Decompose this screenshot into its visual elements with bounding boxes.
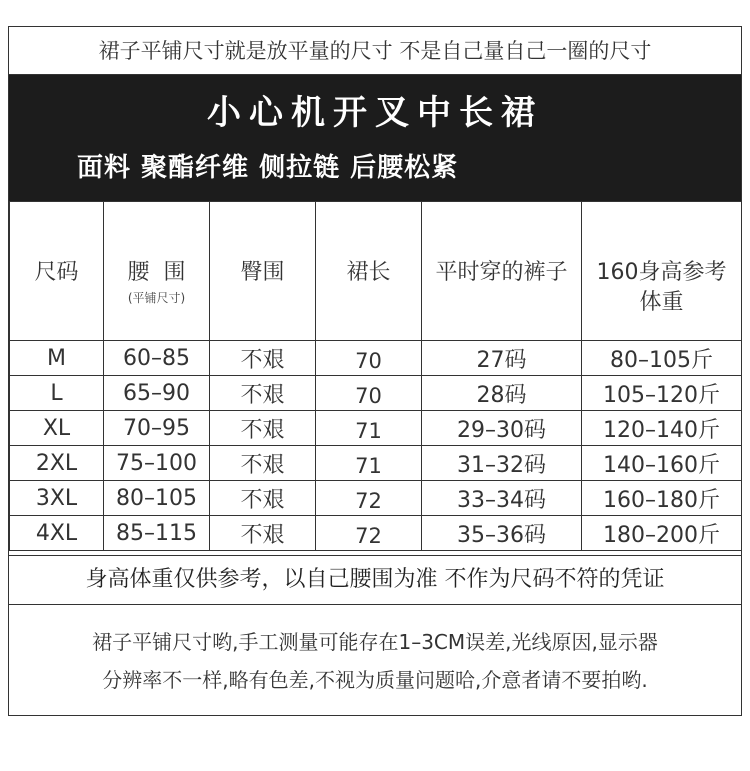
header-length: 裙长 <box>316 202 422 341</box>
cell-length: 72 <box>316 481 422 516</box>
cell-size: XL <box>10 411 104 446</box>
header-weight: 160身高参考体重 <box>582 202 742 341</box>
cell-weight: 80–105斤 <box>582 341 742 376</box>
cell-size: L <box>10 376 104 411</box>
cell-length: 70 <box>316 341 422 376</box>
cell-pants: 29–30码 <box>422 411 582 446</box>
cell-length: 70 <box>316 376 422 411</box>
cell-length: 71 <box>316 411 422 446</box>
cell-hip: 不艰 <box>210 376 316 411</box>
header-banner <box>9 75 741 201</box>
product-title: 小心机开叉中长裙 <box>207 93 543 133</box>
table-row <box>10 411 742 446</box>
cell-size: M <box>10 341 104 376</box>
disclaimer: 身高体重仅供参考，以自己腰围为准 不作为尺码不符的凭证 <box>9 555 741 605</box>
product-specs: 面料 聚酯纤维 侧拉链 后腰松紧 <box>77 153 459 183</box>
header-waist-note: (平铺尺寸) <box>127 291 186 305</box>
header-hip: 臀围 <box>210 202 316 341</box>
notes-line-1: 裙子平铺尺寸哟,手工测量可能存在1–3CM误差,光线原因,显示器 <box>92 630 658 654</box>
cell-pants: 35–36码 <box>422 516 582 551</box>
cell-hip: 不艰 <box>210 411 316 446</box>
notes-block <box>9 623 741 699</box>
cell-waist: 60–85 <box>104 341 210 376</box>
cell-hip: 不艰 <box>210 516 316 551</box>
table-row <box>10 481 742 516</box>
cell-hip: 不艰 <box>210 341 316 376</box>
cell-length: 71 <box>316 446 422 481</box>
header-size: 尺码 <box>10 202 104 341</box>
size-chart-card <box>8 26 742 716</box>
cell-weight: 180–200斤 <box>582 516 742 551</box>
size-table <box>9 201 742 551</box>
table-row <box>10 376 742 411</box>
notes-line-2: 分辨率不一样,略有色差,不视为质量问题哈,介意者请不要拍哟. <box>102 668 648 692</box>
cell-size: 2XL <box>10 446 104 481</box>
cell-length: 72 <box>316 516 422 551</box>
cell-waist: 65–90 <box>104 376 210 411</box>
cell-waist: 70–95 <box>104 411 210 446</box>
cell-hip: 不艰 <box>210 446 316 481</box>
table-row <box>10 341 742 376</box>
cell-weight: 120–140斤 <box>582 411 742 446</box>
table-row <box>10 446 742 481</box>
cell-weight: 140–160斤 <box>582 446 742 481</box>
cell-weight: 105–120斤 <box>582 376 742 411</box>
cell-hip: 不艰 <box>210 481 316 516</box>
cell-pants: 31–32码 <box>422 446 582 481</box>
header-pants: 平时穿的裤子 <box>422 202 582 341</box>
measurement-note: 裙子平铺尺寸就是放平量的尺寸 不是自己量自己一圈的尺寸 <box>9 27 741 75</box>
cell-waist: 75–100 <box>104 446 210 481</box>
table-row <box>10 516 742 551</box>
cell-pants: 28码 <box>422 376 582 411</box>
table-header-row <box>10 202 742 341</box>
cell-size: 3XL <box>10 481 104 516</box>
cell-waist: 80–105 <box>104 481 210 516</box>
cell-weight: 160–180斤 <box>582 481 742 516</box>
cell-size: 4XL <box>10 516 104 551</box>
cell-pants: 27码 <box>422 341 582 376</box>
header-waist: 腰 围 (平铺尺寸) <box>104 202 210 341</box>
cell-pants: 33–34码 <box>422 481 582 516</box>
cell-waist: 85–115 <box>104 516 210 551</box>
